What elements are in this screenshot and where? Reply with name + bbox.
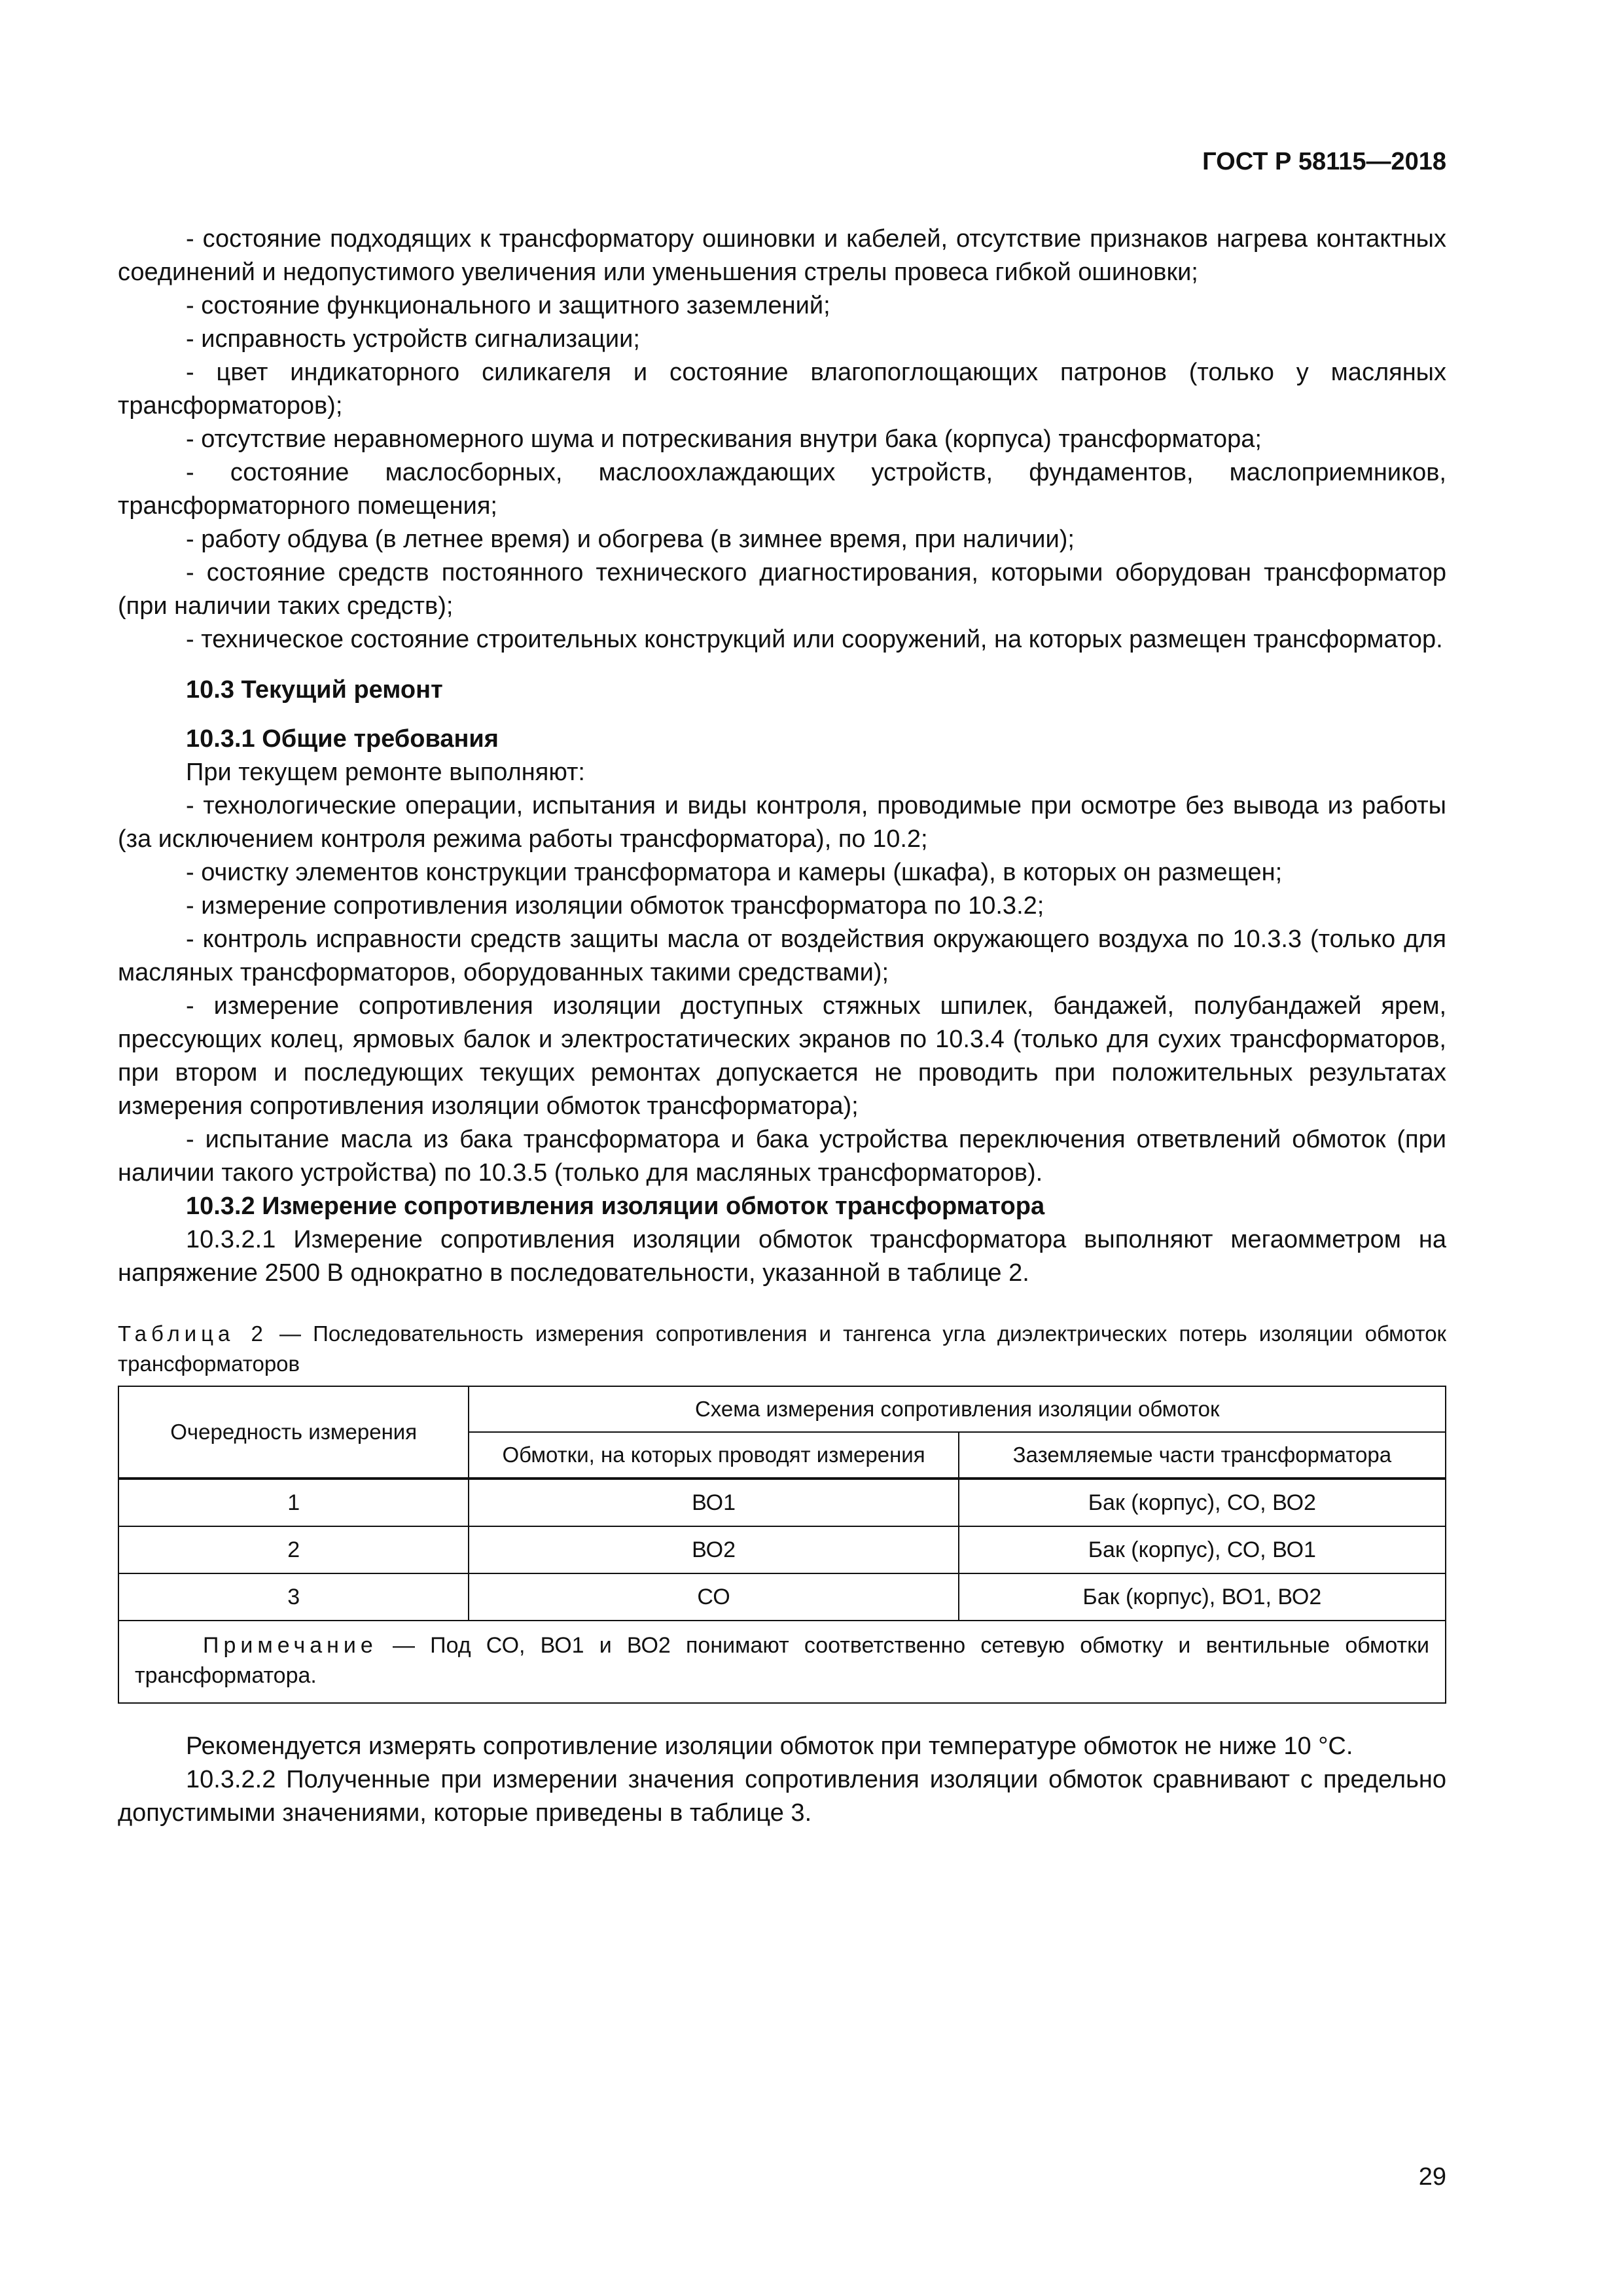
table-2 — [118, 1386, 1446, 1704]
note-text: — Под СО, ВО1 и ВО2 понимают соответственно сетевую обмотку и вентильные обмотки трансформатора. — [135, 1633, 1429, 1688]
table-header-row — [118, 1386, 1446, 1432]
list-item: - цвет индикаторного силикагеля и состояние влагопоглощающих патронов (только у масляных трансформаторов); — [118, 359, 1446, 420]
list-item: - состояние функционального и защитного заземлений; — [186, 292, 830, 319]
page-number: 29 — [1418, 2163, 1446, 2191]
table-row — [118, 1479, 1446, 1526]
paragraph: Рекомендуется измерять сопротивление изоляции обмоток при температуре обмоток не ниже 10 °С. — [186, 1732, 1353, 1760]
table-caption-text: — Последовательность измерения сопротивления и тангенса угла диэлектрических потерь изоляции обмоток трансформаторов — [118, 1321, 1446, 1376]
document-code: ГОСТ Р 58115—2018 — [1202, 148, 1446, 175]
table-note-row — [118, 1621, 1446, 1703]
table-caption — [118, 1319, 1446, 1379]
list-item: - отсутствие неравномерного шума и потрескивания внутри бака (корпуса) трансформатора; — [186, 425, 1262, 453]
list-item: - контроль исправности средств защиты масла от воздействия окружающего воздуха по 10.3.3 (только для масляных трансформаторов, оборудованных такими средствами); — [118, 925, 1446, 986]
header-scheme: Схема измерения сопротивления изоляции обмоток — [469, 1386, 1446, 1432]
paragraph: 10.3.2.1 Измерение сопротивления изоляции обмоток трансформатора выполняют мегаомметром на напряжение 2500 В однократно в последовательности, указанной в таблице 2. — [118, 1226, 1446, 1287]
table-caption-label: Таблица 2 — [118, 1321, 268, 1346]
list-item: - состояние средств постоянного технического диагностирования, которыми оборудован трансформатор (при наличии таких средств); — [118, 559, 1446, 620]
list-item: - работу обдува (в летнее время) и обогрева (в зимнее время, при наличии); — [186, 526, 1075, 553]
list-item: - состояние маслосборных, маслоохлаждающих устройств, фундаментов, маслоприемников, трансформаторного помещения; — [118, 459, 1446, 520]
header-order: Очередность измерения — [118, 1386, 469, 1479]
list-item: - измерение сопротивления изоляции доступных стяжных шпилек, бандажей, полубандажей ярем, прессующих колец, ярмовых балок и электростатических экранов по 10.3.4 (только для сухих трансформаторов, при втором и последующих текущих ремонтах допускается не проводить при положительных результатах измерения сопротивления изоляции обмоток трансформатора); — [118, 992, 1446, 1120]
cell-order: 1 — [118, 1479, 469, 1526]
document-body — [118, 223, 1446, 1830]
paragraph: При текущем ремонте выполняют: — [186, 759, 585, 786]
cell-windings: ВО1 — [469, 1479, 958, 1526]
table-note — [118, 1621, 1446, 1703]
cell-order: 2 — [118, 1526, 469, 1573]
list-item: - очистку элементов конструкции трансформатора и камеры (шкафа), в которых он размещен; — [186, 859, 1283, 886]
paragraph: 10.3.2.2 Полученные при измерении значения сопротивления изоляции обмоток сравнивают с предельно допустимыми значениями, которые приведены в таблице 3. — [118, 1766, 1446, 1827]
subsection-heading: 10.3.2 Измерение сопротивления изоляции обмоток трансформатора — [186, 1193, 1045, 1220]
subsection-heading: 10.3.1 Общие требования — [186, 725, 499, 753]
cell-grounded: Бак (корпус), СО, ВО1 — [959, 1526, 1446, 1573]
note-label: Примечание — [203, 1633, 378, 1658]
list-item: - измерение сопротивления изоляции обмоток трансформатора по 10.3.2; — [186, 892, 1044, 920]
list-item: - состояние подходящих к трансформатору ошиновки и кабелей, отсутствие признаков нагрева контактных соединений и недопустимого увеличения или уменьшения стрелы провеса гибкой ошиновки; — [118, 225, 1446, 286]
cell-windings: ВО2 — [469, 1526, 958, 1573]
header-grounded: Заземляемые части трансформатора — [959, 1432, 1446, 1479]
cell-grounded: Бак (корпус), СО, ВО2 — [959, 1479, 1446, 1526]
table-row — [118, 1573, 1446, 1621]
cell-order: 3 — [118, 1573, 469, 1621]
header-windings: Обмотки, на которых проводят измерения — [469, 1432, 958, 1479]
cell-grounded: Бак (корпус), ВО1, ВО2 — [959, 1573, 1446, 1621]
table-row — [118, 1526, 1446, 1573]
cell-windings: СО — [469, 1573, 958, 1621]
list-item: - исправность устройств сигнализации; — [186, 325, 640, 353]
section-heading: 10.3 Текущий ремонт — [186, 676, 443, 704]
list-item: - техническое состояние строительных конструкций или сооружений, на которых размещен трансформатор. — [186, 626, 1443, 653]
list-item: - технологические операции, испытания и виды контроля, проводимые при осмотре без вывода из работы (за исключением контроля режима работы трансформатора), по 10.2; — [118, 792, 1446, 853]
list-item: - испытание масла из бака трансформатора и бака устройства переключения ответвлений обмоток (при наличии такого устройства) по 10.3.5 (только для масляных трансформаторов). — [118, 1126, 1446, 1187]
